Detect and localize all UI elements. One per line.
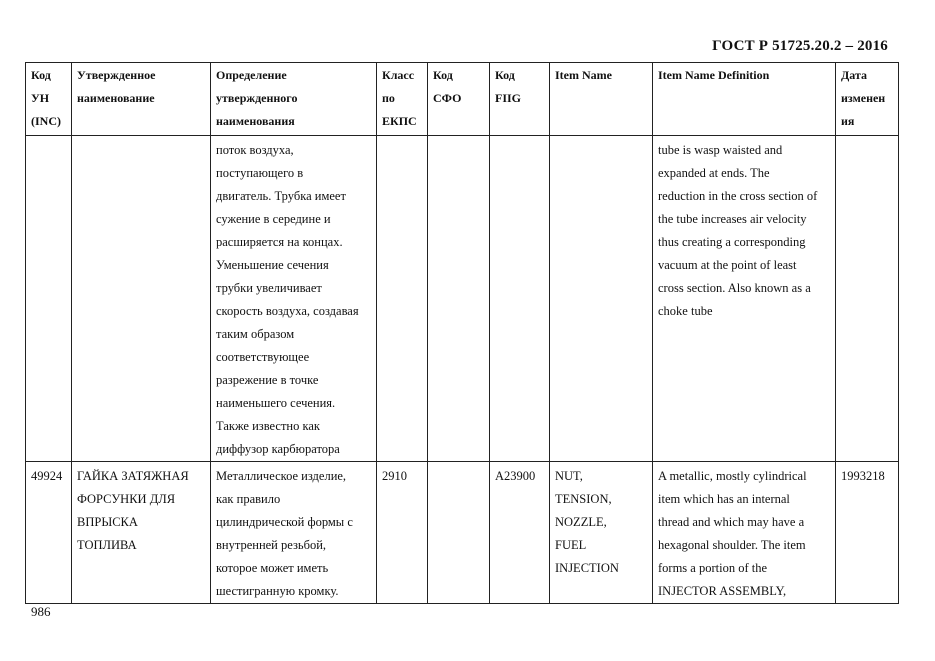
cell-sfo-code [428, 462, 490, 604]
cell-approved-name: ГАЙКА ЗАТЯЖНАЯ ФОРСУНКИ ДЛЯ ВПРЫСКА ТОПЛИВА [72, 462, 211, 604]
table-row [26, 136, 899, 462]
header-item-name-definition: Item Name Definition [653, 63, 836, 136]
cell-item-name-definition: A metallic, mostly cylindrical item which has an internal thread and which may have a hexagonal shoulder. The item forms a portion of the INJECTOR ASSEMBLY, [653, 462, 836, 604]
header-definition: Определение утвержденного наименования [211, 63, 377, 136]
cell-definition: Металлическое изделие, как правило цилиндрической формы с внутренней резьбой, которое может иметь шестигранную кромку. [211, 462, 377, 604]
table-row [26, 462, 899, 604]
cell-fiig-code [490, 136, 550, 462]
cell-approved-name [72, 136, 211, 462]
cell-inc [26, 136, 72, 462]
nomenclature-table [25, 62, 899, 604]
header-ekps-class: Класс по ЕКПС [377, 63, 428, 136]
cell-ekps-class [377, 136, 428, 462]
table-header-row [26, 63, 899, 136]
header-change-date: Дата изменен ия [836, 63, 899, 136]
standard-title: ГОСТ Р 51725.20.2 – 2016 [712, 38, 888, 54]
header-sfo-code: Код СФО [428, 63, 490, 136]
cell-change-date: 1993218 [836, 462, 899, 604]
header-fiig-code: Код FIIG [490, 63, 550, 136]
cell-inc: 49924 [26, 462, 72, 604]
header-item-name: Item Name [550, 63, 653, 136]
header-inc: Код УН (INC) [26, 63, 72, 136]
cell-definition: поток воздуха, поступающего в двигатель. Трубка имеет сужение в середине и расширяется на концах. Уменьшение сечения трубки увеличивает скорость воздуха, создавая таким образом соответствующее разрежение в точке наименьшего сечения. Также известно как диффузор карбюратора [211, 136, 377, 462]
cell-item-name: NUT, TENSION, NOZZLE, FUEL INJECTION [550, 462, 653, 604]
cell-change-date [836, 136, 899, 462]
header-approved-name: Утвержденное наименование [72, 63, 211, 136]
cell-item-name [550, 136, 653, 462]
cell-ekps-class: 2910 [377, 462, 428, 604]
cell-fiig-code: A23900 [490, 462, 550, 604]
cell-item-name-definition: tube is wasp waisted and expanded at ends. The reduction in the cross section of the tube increases air velocity thus creating a corresponding vacuum at the point of least cross section. Also known as a choke tube [653, 136, 836, 462]
cell-sfo-code [428, 136, 490, 462]
page-number: 986 [31, 604, 51, 619]
